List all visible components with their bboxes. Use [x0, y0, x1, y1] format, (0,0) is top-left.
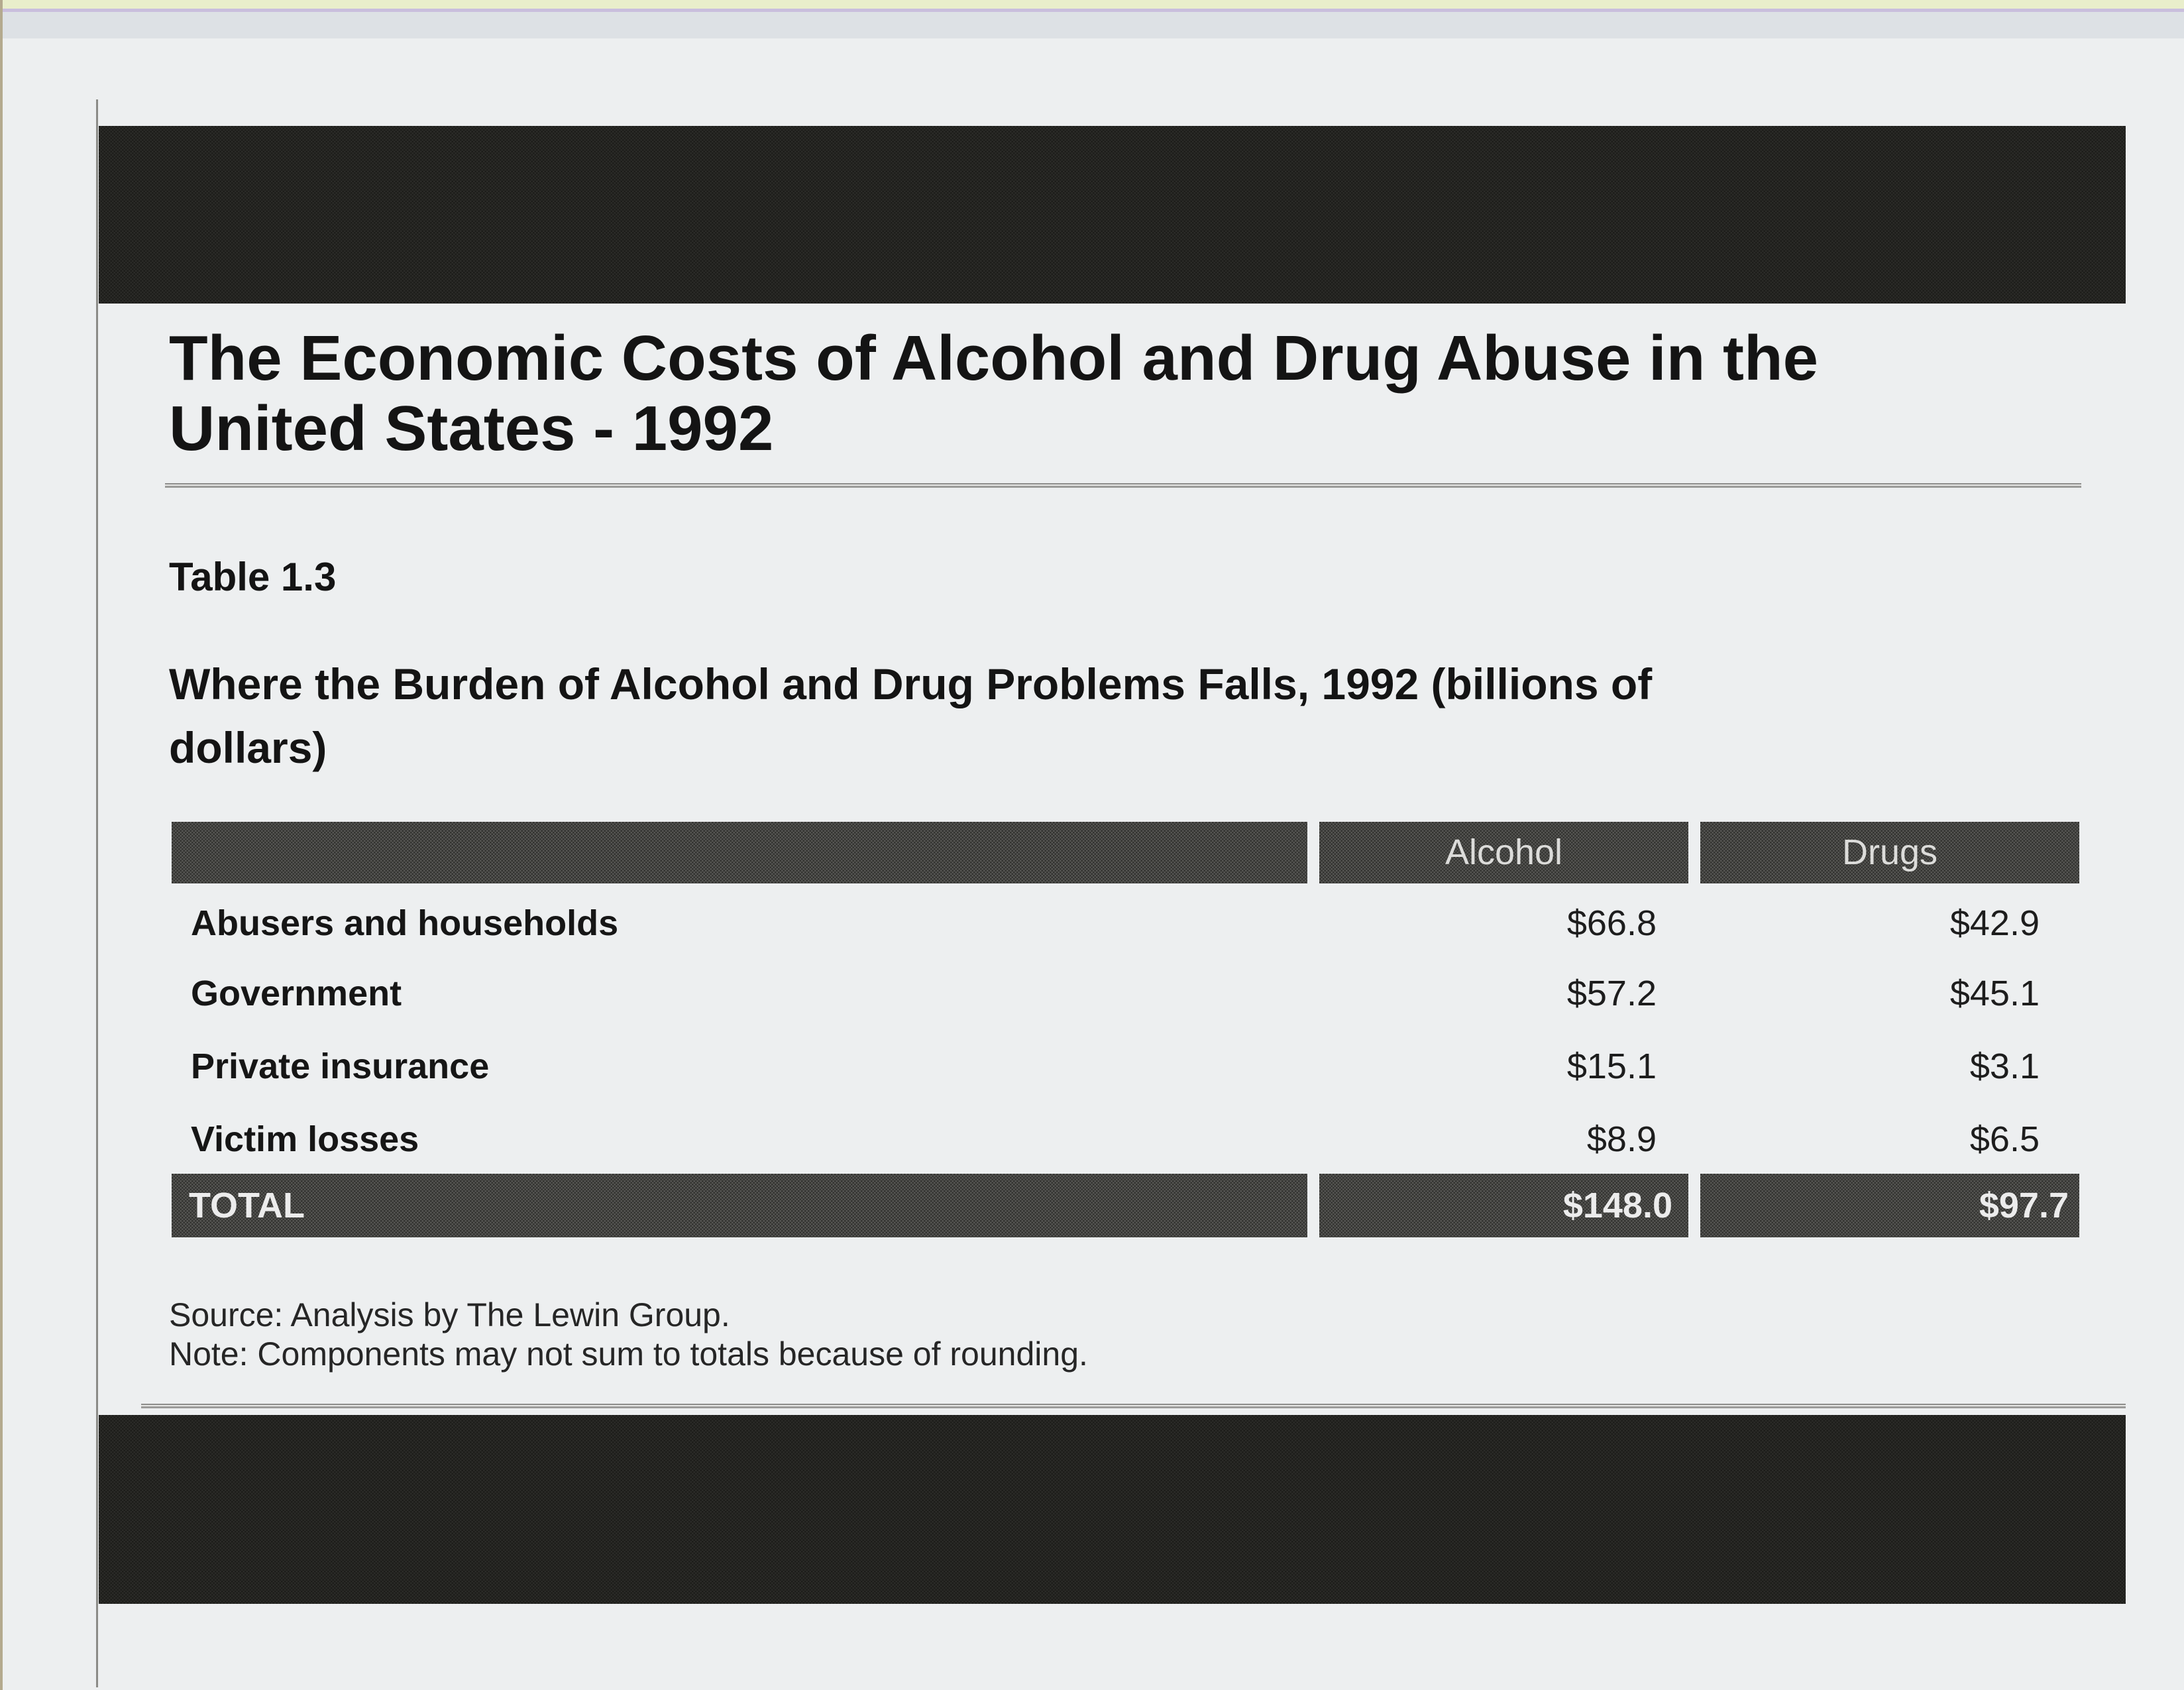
- page-title-line2: United States - 1992: [169, 393, 774, 464]
- table-cell-alcohol: $15.1: [1566, 1046, 1657, 1086]
- table-cell-alcohol: $66.8: [1566, 903, 1657, 943]
- table-subtitle-line1: Where the Burden of Alcohol and Drug Problems Falls, 1992 (billions of: [169, 659, 1653, 708]
- table-row-label: Private insurance: [191, 1046, 490, 1086]
- page-title: [169, 323, 2091, 464]
- source-line: Source: Analysis by The Lewin Group.: [169, 1296, 730, 1333]
- page-fold-line: [96, 99, 98, 1687]
- note-line: Note: Components may not sum to totals because of rounding.: [169, 1335, 1088, 1373]
- title-divider-rule: [165, 483, 2081, 488]
- table-cell-drugs: $6.5: [1969, 1119, 2040, 1159]
- table-total-alcohol: $148.0: [1319, 1174, 1688, 1237]
- table-row-label: Government: [191, 974, 402, 1013]
- table-subtitle: [169, 652, 2104, 779]
- table-row-label: Victim losses: [191, 1119, 419, 1159]
- table-cell-drugs: $45.1: [1949, 974, 2040, 1013]
- table-cell-drugs: $3.1: [1969, 1046, 2040, 1086]
- table-row-label: Abusers and households: [191, 903, 619, 943]
- table-header-alcohol: Alcohol: [1319, 822, 1688, 883]
- table-total-drugs: $97.7: [1700, 1174, 2079, 1237]
- table-header-drugs: Drugs: [1700, 822, 2079, 883]
- scan-edge-band-gray: [0, 12, 2184, 38]
- table-cell-drugs: $42.9: [1949, 903, 2040, 943]
- table-cell-alcohol: $57.2: [1566, 974, 1657, 1013]
- table-total-label: TOTAL: [172, 1174, 1307, 1237]
- table-cell-alcohol: $8.9: [1586, 1119, 1657, 1159]
- page-title-line1: The Economic Costs of Alcohol and Drug Abuse in the: [169, 323, 1819, 394]
- bottom-divider-rule: [141, 1404, 2126, 1408]
- table-header-spacer-cell: [172, 822, 1307, 883]
- scan-edge-band-yellow: [0, 0, 2184, 9]
- page-left-edge: [0, 0, 3, 1690]
- table-subtitle-line2: dollars): [169, 723, 327, 772]
- top-black-bar: [99, 126, 2126, 304]
- table-number-label: Table 1.3: [169, 555, 337, 599]
- bottom-black-bar: [99, 1415, 2126, 1604]
